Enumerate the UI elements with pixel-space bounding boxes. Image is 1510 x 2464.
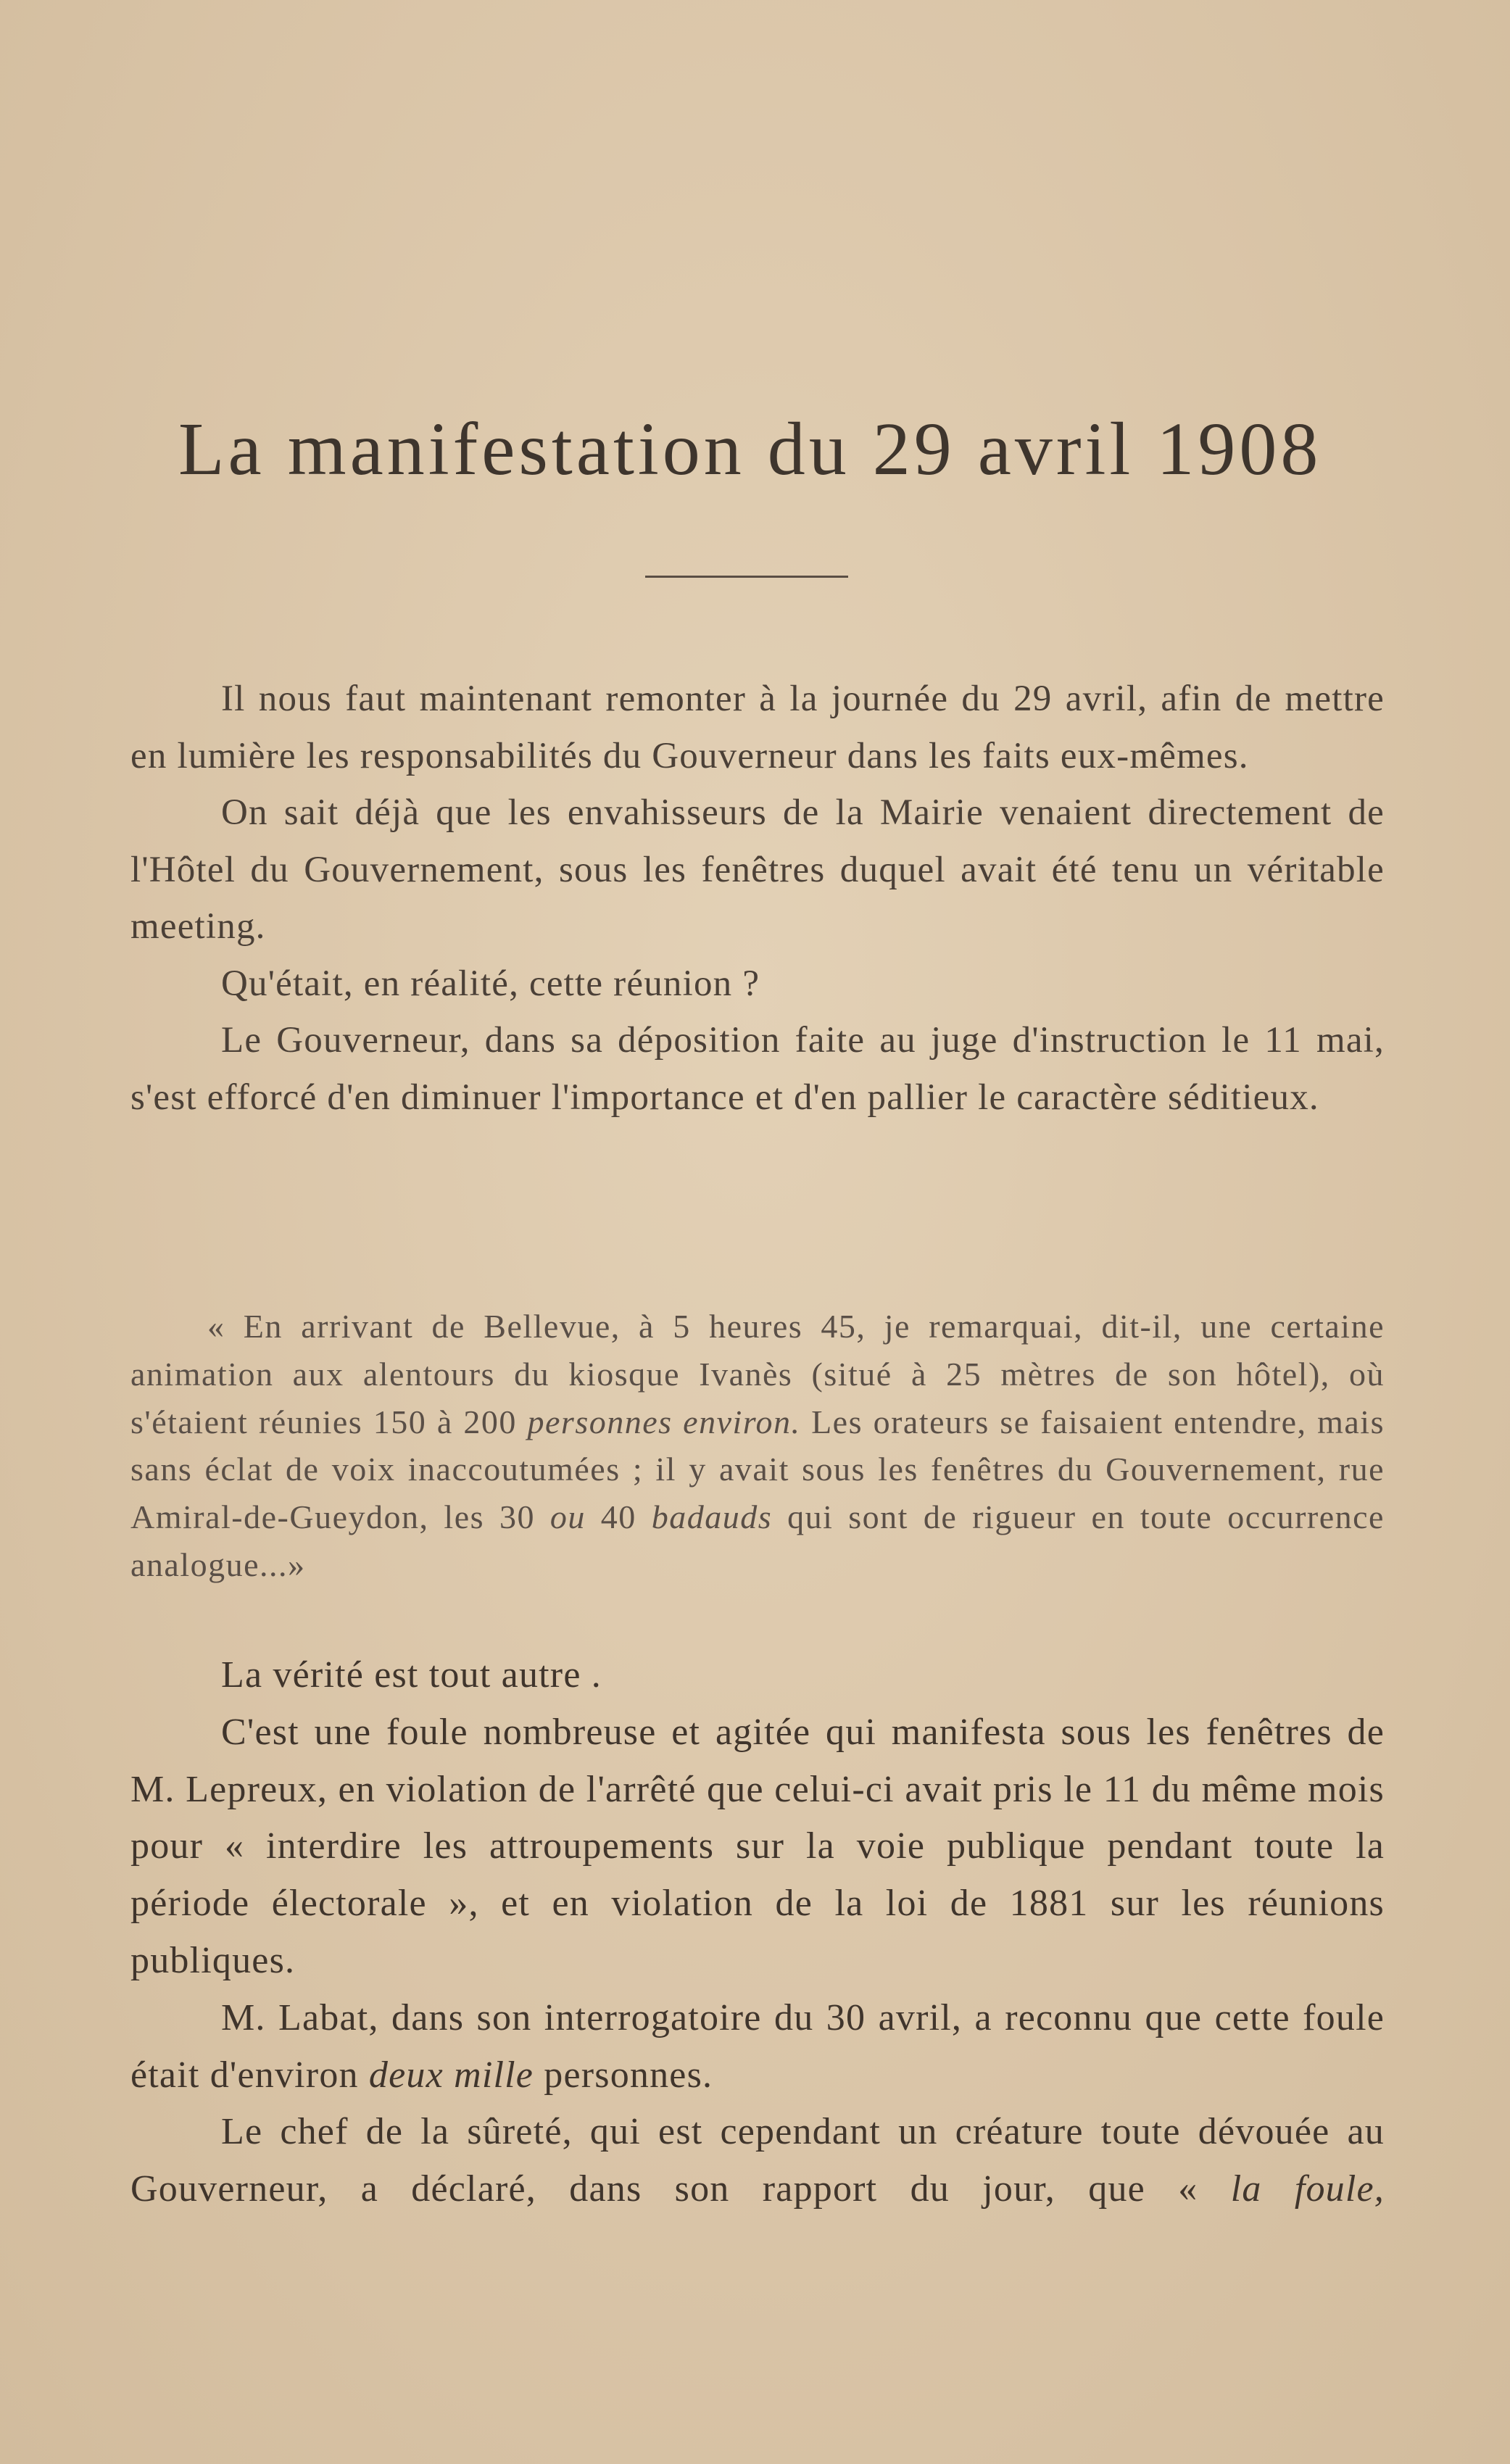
quote-text-4: qui sont de rigueur en toute occurrence analogue...»	[130, 1498, 1385, 1583]
paragraph-3: Qu'était, en réalité, cette réunion ?	[221, 963, 760, 1004]
paragraph-4: Le Gouverneur, dans sa déposition faite au juge d'instruction le 11 mai, s'est efforcé d'en diminuer l'importance et d'en pallier le caractère séditieux.	[130, 1020, 1385, 1118]
paragraph-8	[130, 2104, 1385, 2218]
paragraph-8-text: Le chef de la sûreté, qui est cependant un créature toute dévouée au Gouverneur, a déclaré, dans son rapport du jour, que «	[130, 2111, 1385, 2210]
title-divider	[645, 576, 848, 578]
paragraph-2: On sait déjà que les envahisseurs de la Mairie venaient directement de l'Hôtel du Gouvernement, sous les fenêtres duquel avait été tenu un véritable meeting.	[130, 792, 1385, 947]
paragraph-7-text-b: personnes.	[534, 2054, 713, 2096]
quote-text-1: « En arrivant de Bellevue, à 5 heures 45, je remarquai, dit-il, une certaine animation aux alentours du kiosque Ivanès (situé à 25 mètres de son hôtel), où s'étaient réunies 150 à 200	[130, 1308, 1385, 1440]
quote-text-3: 40	[585, 1498, 652, 1536]
quote-text-2: Les orateurs se faisaient entendre, mais sans éclat de voix inaccoutumées ; il y avait sous les fenêtres du Gouvernement, rue Amiral-de-Gueydon, les 30	[130, 1403, 1385, 1536]
section-rebuttal	[130, 1647, 1385, 2218]
paragraph-7-italic: deux mille	[368, 2054, 534, 2096]
paragraph-1: Il nous faut maintenant remonter à la journée du 29 avril, afin de mettre en lumière les responsabilités du Gouverneur dans les faits eux-mêmes.	[130, 679, 1385, 776]
paragraph-5: La vérité est tout autre .	[221, 1654, 602, 1696]
governor-quote	[130, 1303, 1385, 1589]
chapter-title: La manifestation du 29 avril 1908	[178, 407, 1322, 491]
quote-italic-2: ou	[549, 1498, 586, 1536]
paragraph-7-text-a: M. Labat, dans son interrogatoire du 30 avril, a reconnu que cette foule était d'environ	[130, 1996, 1385, 2096]
paragraph-7	[130, 1990, 1385, 2104]
paragraph-8-italic: la foule,	[1230, 2168, 1385, 2210]
book-page	[130, 0, 1385, 2464]
quote-italic-1: personnes environ.	[527, 1403, 801, 1440]
paragraph-6: C'est une foule nombreuse et agitée qui manifesta sous les fenêtres de M. Lepreux, en violation de l'arrêté que celui-ci avait pris le 11 du même mois pour « interdire les attroupements sur la voie publique pendant toute la période électorale », et en violation de la loi de 1881 sur les réunions publiques.	[130, 1711, 1385, 1981]
section-opening	[130, 671, 1385, 1126]
quote-italic-3: badauds	[651, 1498, 773, 1536]
